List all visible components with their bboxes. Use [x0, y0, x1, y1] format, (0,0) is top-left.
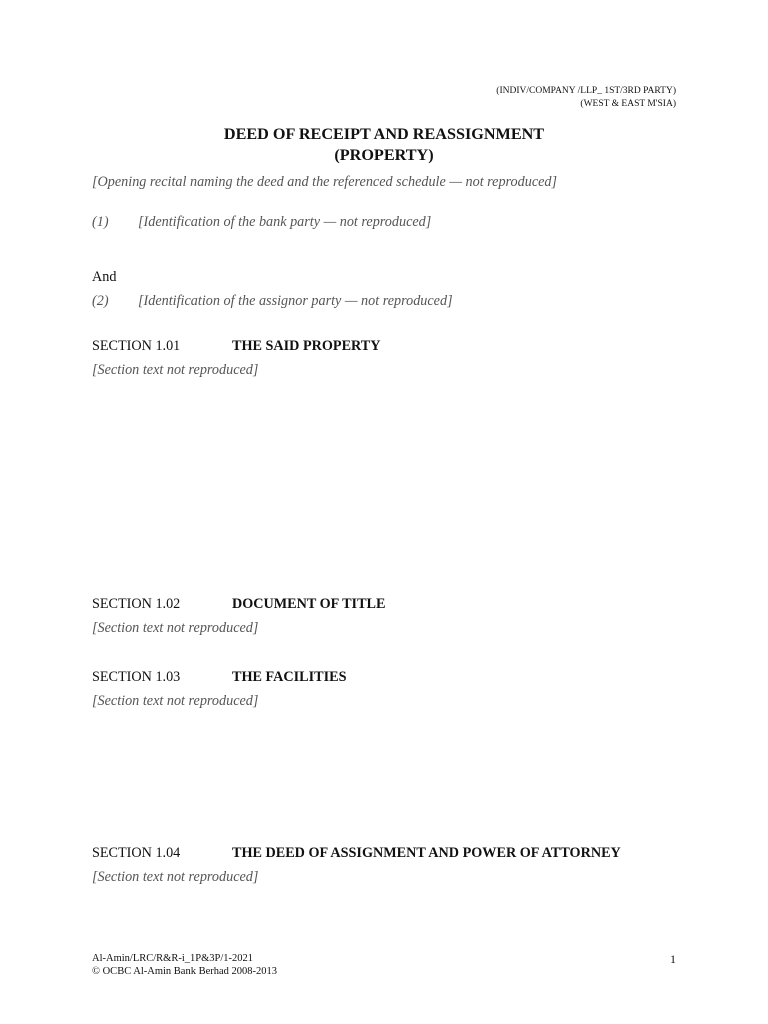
page-number: 1: [670, 952, 676, 966]
document-reference: Al-Amin/LRC/R&R-i_1P&3P/1-2021: [92, 953, 254, 964]
party-code-header: [496, 85, 676, 111]
section-title: THE FACILITIES: [232, 669, 347, 685]
title-line-1: DEED OF RECEIPT AND REASSIGNMENT: [223, 125, 545, 143]
party-1: [92, 214, 722, 231]
title-line-2: (PROPERTY): [334, 146, 434, 164]
party-1-number: (1): [92, 214, 109, 230]
section-1-02-heading: [92, 596, 676, 613]
section-label: SECTION 1.02: [92, 596, 181, 612]
party-code: (INDIV/COMPANY /LLP_ 1ST/3RD PARTY): [496, 86, 676, 96]
section-1-04-heading: [92, 845, 676, 862]
section-label: SECTION 1.01: [92, 338, 181, 354]
deed-title: [0, 124, 768, 166]
section-label: SECTION 1.04: [92, 845, 181, 861]
section-1-01-heading: [92, 338, 676, 355]
section-1-03-heading: [92, 669, 676, 686]
section-title: THE DEED OF ASSIGNMENT AND POWER OF ATTORNEY: [232, 845, 621, 861]
section-1-02-body: [Section text not reproduced]: [92, 620, 259, 636]
section-1-01-body: [Section text not reproduced]: [92, 362, 259, 378]
section-title: THE SAID PROPERTY: [232, 338, 381, 354]
party-2-text: [Identification of the assignor party — not reproduced]: [138, 293, 453, 309]
section-label: SECTION 1.03: [92, 669, 181, 685]
section-1-04-body: [Section text not reproduced]: [92, 869, 259, 885]
party-1-text: [Identification of the bank party — not reproduced]: [138, 214, 432, 230]
and-connector: And: [92, 269, 117, 285]
copyright-notice: © OCBC Al-Amin Bank Berhad 2008-2013: [92, 965, 278, 977]
section-title: DOCUMENT OF TITLE: [232, 596, 386, 612]
page-footer: [92, 953, 676, 978]
party-2: [92, 293, 722, 310]
party-2-number: (2): [92, 293, 109, 309]
region-code: (WEST & EAST M'SIA): [580, 99, 676, 109]
intro-paragraph: [Opening recital naming the deed and the referenced schedule — not reproduced]: [92, 174, 558, 190]
section-1-03-body: [Section text not reproduced]: [92, 693, 259, 709]
